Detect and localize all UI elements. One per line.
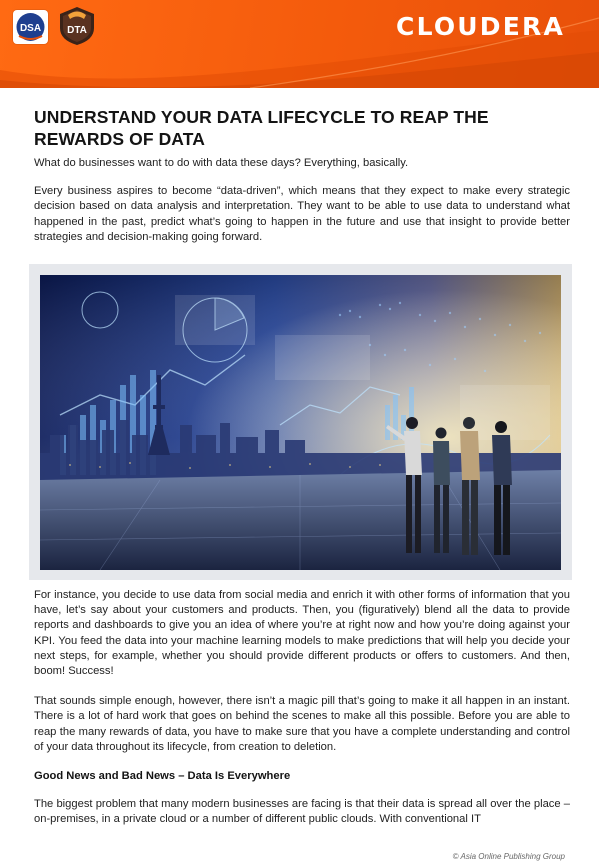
header-banner [0, 0, 599, 88]
paragraph-hard-work: That sounds simple enough, however, there isn’t a magic pill that’s going to make it all happen in an instant. There is a lot of hard work that goes on behind the scenes to make all this possible. Before you are able to reap the many rewards of data, you have to make sure that you have a complete understanding and control of your data throughout its lifecycle, from creation to deletion. [34, 695, 570, 753]
article-continued [34, 588, 570, 827]
dta-logo [58, 6, 96, 46]
paragraph-example: For instance, you decide to use data from social media and enrich it with other forms of information that you have, let’s say about your customers and products. Then, you (figuratively) blend all the data to provide reports and dashboards to give you an idea of where you’re at right now and how you’re doing against your KPI. You feed the data into your machine learning models to make predictions that will help you decide your next steps, for example, whether you should provide different products or offers to customers. And then, boom! Success! [34, 589, 570, 678]
paragraph-data-everywhere: The biggest problem that many modern businesses are facing is that their data is spread all over the place – on-premises, in a private cloud or a number of different public clouds. With conventional IT [34, 798, 570, 826]
copyright-footer: © Asia Online Publishing Group [452, 852, 565, 861]
article-title: UNDERSTAND YOUR DATA LIFECYCLE TO REAP THE REWARDS OF DATA [34, 107, 489, 149]
section-subheading: Good News and Bad News – Data Is Everywhere [34, 770, 291, 783]
dsa-logo [13, 10, 48, 44]
dsa-logo-text: DSA [19, 23, 42, 34]
dta-logo-text: DTA [67, 25, 87, 36]
article [34, 106, 570, 245]
paragraph-intro: What do businesses want to do with data these days? Everything, basically. [34, 157, 409, 169]
cloudera-brand-logo: CLOUDERA [396, 12, 565, 41]
paragraph-data-driven: Every business aspires to become “data-driven”, which means that they expect to make every strategic decision based on data analysis and interpretation. They want to be able to use data to understand what happened in the past, predict what’s going to happen in the future and use that insight to provide better strategies and decision-making going forward. [34, 185, 570, 243]
hero-image-people-viewing-data-city [40, 275, 561, 570]
